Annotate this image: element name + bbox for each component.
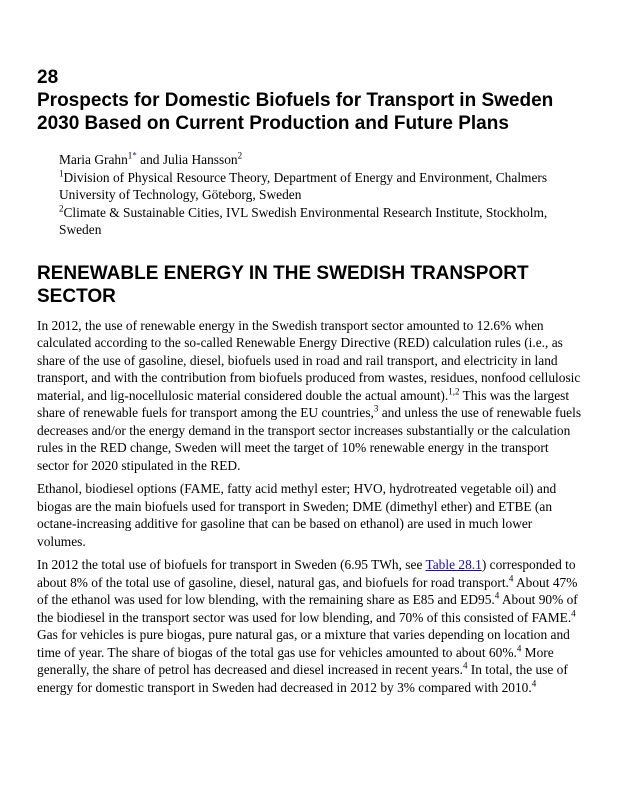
affiliation [59,169,583,204]
author-name: Maria Grahn [59,152,128,167]
affiliation-text: Climate & Sustainable Cities, IVL Swedish Environmental Research Institute, Stockholm, Sweden [59,204,548,237]
paragraph-text: More generally, the share of petrol has decreased and diesel increased in recent years. [37,644,554,677]
paragraph-text: and unless the use of renewable fuels decreases and/or the energy demand in the transport sector increases substantially or the calculation rules in the RED change, Sweden will meet the target of 10% renewable energy in the transport sector for 2020 stipulated in the RED. [37,405,582,473]
author-name: Julia Hansson [162,152,238,167]
paragraph-text: ) corresponded to about 8% of the total use of gasoline, diesel, natural gas, and biofuels for road transport. [37,557,576,590]
citation-sup: 4 [571,608,576,619]
paragraph-text: About 90% of the biodiesel in the transport sector was used for low blending, and 70% of this consisted of FAME. [37,592,578,625]
section-heading: RENEWABLE ENERGY IN THE SWEDISH TRANSPORT SECTOR [37,262,529,307]
paragraph-text: In 2012, the use of renewable energy in the Swedish transport sector amounted to 12.6% when calculated according to the so-called Renewable Energy Directive (RED) calculation rules (i.e., as share of the use of gasoline, diesel, biofuels used in road and rail transport, and electricity in land transport, and with the contribution from biofuels produced from wastes, residues, nonfood cellulosic material, and lig-nocellulosic material considered double the actual amount). [37,317,581,403]
citation-sup: 4 [494,590,500,601]
citation-sup: 3 [373,403,379,414]
page [37,66,583,702]
paragraph-text: Gas for vehicles is pure biogas, pure natural gas, or a mixture that varies depending on location and time of year. The share of biogas of the total gas use for vehicles amounted to about 60%. [37,627,570,660]
paragraph-text: This was the largest share of renewable fuels for transport among the EU countries, [37,387,570,420]
paragraph [37,317,583,475]
citation-sup: 4 [462,660,468,671]
paragraph-text: About 47% of the ethanol was used for low blending, with the remaining share as E85 and ED95. [37,574,578,607]
chapter-number: 28 [37,67,59,88]
table-link[interactable]: Table 28.1 [425,557,482,572]
affiliation-sup: 2 [59,203,64,214]
paragraph: Ethanol, biodiesel options (FAME, fatty acid methyl ester; HVO, hydrotreated vegetable oil) and biogas are the main biofuels used for transport in Sweden; DME (dimethyl ether) and ETBE (an octane-increasing additive for gasoline that can be based on ethanol) are used in much lower volumes. [37,481,557,549]
author-affiliation-sup: 2 [237,150,243,161]
affiliation-text: Division of Physical Resource Theory, Department of Energy and Environment, Chalmers University of Technology, Göteborg, Sweden [59,169,548,202]
chapter-title: Prospects for Domestic Biofuels for Transport in Sweden 2030 Based on Current Production and Future Plans [37,90,554,134]
citation-sup: 4 [508,573,514,584]
author-affiliation-sup: 1 [127,150,133,161]
paragraph [37,556,583,696]
citation-sup: 4 [516,643,522,654]
citation-sup: 4 [531,678,537,689]
affiliation [59,204,583,239]
author-block [59,151,583,239]
paragraph-text: In total, the use of energy for domestic transport in Sweden had decreased in 2012 by 3% compared with 2010. [37,662,568,695]
author-separator: and [136,152,163,167]
author-line [59,151,583,169]
corresponding-author-link[interactable]: * [132,150,137,161]
section-body [37,317,583,697]
citation-sup: 1,2 [448,386,460,397]
paragraph-text: In 2012 the total use of biofuels for transport in Sweden (6.95 TWh, see [37,557,426,572]
affiliation-sup: 1 [59,168,64,179]
